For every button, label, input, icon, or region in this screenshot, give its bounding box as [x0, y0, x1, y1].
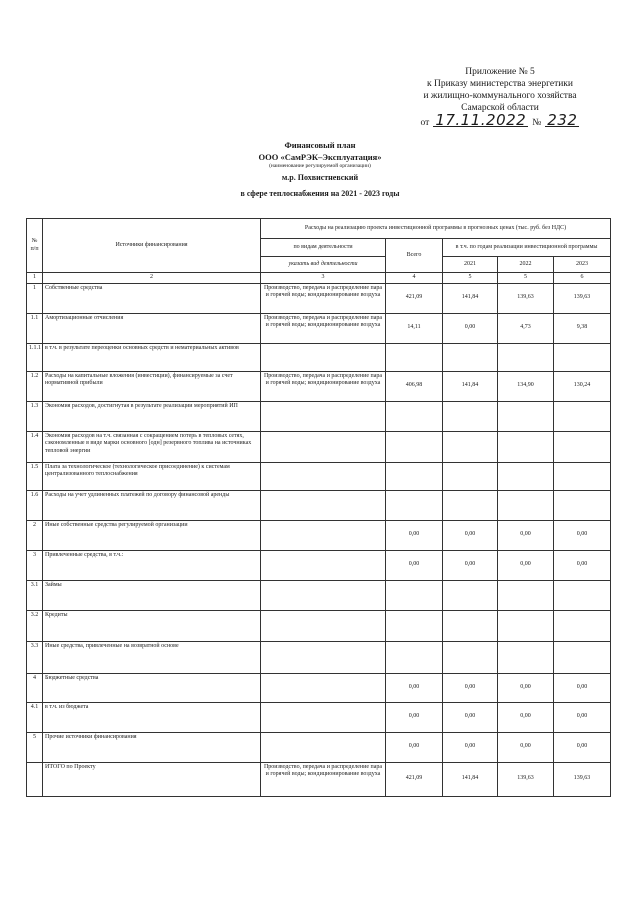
- row-year-2021: [443, 641, 498, 673]
- sphere-title: в сфере теплоснабжения на 2021 - 2023 годы: [240, 189, 400, 198]
- appendix-line: Самарской области: [461, 103, 539, 113]
- row-number: 3.2: [27, 610, 43, 641]
- row-number: 1.6: [27, 490, 43, 520]
- row-activity: [261, 490, 386, 520]
- row-year-2023: [554, 462, 611, 490]
- row-source: Привлеченные средства, в т.ч.:: [43, 550, 261, 580]
- row-total: [386, 343, 443, 371]
- row-number: 3.1: [27, 580, 43, 610]
- row-year-2021: [443, 401, 498, 431]
- row-source: Расходы на учет удлиненных платежей по договору финансовой аренды: [43, 490, 261, 520]
- row-year-2021: [443, 490, 498, 520]
- row-total: [386, 401, 443, 431]
- row-activity: [261, 550, 386, 580]
- row-activity: Производство, передача и распределение пара и горячей воды; кондиционирование воздуха: [261, 762, 386, 796]
- row-year-2023: [554, 343, 611, 371]
- row-year-2023: [554, 610, 611, 641]
- table-row: [27, 580, 611, 610]
- row-year-2023: 0,00: [554, 702, 611, 732]
- row-year-2021: 141,84: [443, 283, 498, 313]
- row-year-2023: [554, 580, 611, 610]
- table-row: [27, 702, 611, 732]
- column-header-by-activity: по видам деятельности: [261, 239, 386, 257]
- row-number: 3.3: [27, 641, 43, 673]
- appendix-line: и жилищно-коммунального хозяйства: [423, 91, 577, 101]
- table-row: [27, 431, 611, 462]
- row-year-2022: 0,00: [498, 702, 554, 732]
- row-total: 0,00: [386, 673, 443, 702]
- row-source: Прочие источники финансирования: [43, 732, 261, 762]
- row-source: Собственные средства: [43, 283, 261, 313]
- row-year-2022: [498, 401, 554, 431]
- handwritten-number: 232: [547, 111, 578, 129]
- row-total: 0,00: [386, 702, 443, 732]
- row-number: [27, 762, 43, 796]
- row-total: 0,00: [386, 520, 443, 550]
- column-header-number: № п/п: [27, 219, 43, 273]
- row-total: 421,09: [386, 283, 443, 313]
- row-year-2023: 139,63: [554, 762, 611, 796]
- row-year-2022: 0,00: [498, 550, 554, 580]
- from-label: от: [420, 118, 430, 128]
- table-row: [27, 673, 611, 702]
- row-number: 1.3: [27, 401, 43, 431]
- row-year-2022: 4,73: [498, 313, 554, 343]
- row-year-2023: 130,24: [554, 371, 611, 401]
- handwritten-date: 17.11.2022: [435, 111, 527, 129]
- column-header-expenses: Расходы на реализацию проекта инвестиционной программы в прогнозных ценах (тыс. руб. без НДС): [261, 219, 611, 239]
- row-activity: [261, 610, 386, 641]
- row-year-2021: [443, 580, 498, 610]
- row-total: [386, 580, 443, 610]
- row-activity: [261, 580, 386, 610]
- row-activity: [261, 462, 386, 490]
- row-activity: [261, 702, 386, 732]
- row-year-2023: 139,63: [554, 283, 611, 313]
- table-row: [27, 371, 611, 401]
- row-year-2022: 0,00: [498, 520, 554, 550]
- column-header-year: 2023: [554, 257, 611, 273]
- column-header-year: 2022: [498, 257, 554, 273]
- row-source: Экономия расходов, достигнутая в результате реализации мероприятий ИП: [43, 401, 261, 431]
- row-total: 421,09: [386, 762, 443, 796]
- appendix-line: Приложение № 5: [465, 67, 535, 77]
- row-number: 2: [27, 520, 43, 550]
- column-number-cell: 3: [261, 273, 386, 284]
- row-total: [386, 641, 443, 673]
- row-source: Амортизационные отчисления: [43, 313, 261, 343]
- row-number: 5: [27, 732, 43, 762]
- row-activity: [261, 641, 386, 673]
- table-row: [27, 313, 611, 343]
- row-number: 4.1: [27, 702, 43, 732]
- row-activity: Производство, передача и распределение пара и горячей воды; кондиционирование воздуха: [261, 283, 386, 313]
- number-label: №: [532, 118, 542, 128]
- row-year-2021: 141,84: [443, 371, 498, 401]
- row-year-2021: [443, 610, 498, 641]
- row-year-2021: 0,00: [443, 313, 498, 343]
- row-activity: [261, 732, 386, 762]
- row-total: [386, 610, 443, 641]
- table-row: [27, 401, 611, 431]
- row-activity: [261, 520, 386, 550]
- row-year-2023: [554, 641, 611, 673]
- row-total: 0,00: [386, 550, 443, 580]
- plan-title: Финансовый план: [284, 140, 356, 150]
- column-number-cell: 5: [443, 273, 498, 284]
- district-name: м.р. Похвистневский: [281, 173, 359, 182]
- column-number-cell: 4: [386, 273, 443, 284]
- table-row: [27, 732, 611, 762]
- row-source: Займы: [43, 580, 261, 610]
- row-year-2022: [498, 462, 554, 490]
- table-row: [27, 610, 611, 641]
- row-total: 0,00: [386, 732, 443, 762]
- row-year-2022: 134,90: [498, 371, 554, 401]
- row-year-2023: [554, 431, 611, 462]
- row-number: 1.2: [27, 371, 43, 401]
- row-total: 406,98: [386, 371, 443, 401]
- row-activity: [261, 343, 386, 371]
- table-row: [27, 520, 611, 550]
- organization-note: (наименование регулируемой организации): [269, 163, 371, 169]
- column-header-source: Источники финансирования: [43, 219, 261, 273]
- row-source: Кредиты: [43, 610, 261, 641]
- row-year-2022: 0,00: [498, 673, 554, 702]
- row-source: в т.ч. в результате переоценки основных средств и нематериальных активов: [43, 343, 261, 371]
- row-activity: Производство, передача и распределение пара и горячей воды; кондиционирование воздуха: [261, 371, 386, 401]
- row-source: ИТОГО по Проекту: [43, 762, 261, 796]
- row-number: 4: [27, 673, 43, 702]
- row-year-2021: 0,00: [443, 673, 498, 702]
- row-number: 1.1.1: [27, 343, 43, 371]
- row-year-2023: 9,38: [554, 313, 611, 343]
- row-activity: [261, 431, 386, 462]
- row-year-2023: [554, 401, 611, 431]
- row-number: 1.1: [27, 313, 43, 343]
- row-source: Расходы на капитальные вложения (инвестиции), финансируемые за счет нормативной прибыли: [43, 371, 261, 401]
- table-row: [27, 343, 611, 371]
- row-number: 1: [27, 283, 43, 313]
- row-year-2021: [443, 431, 498, 462]
- table-row-total: [27, 762, 611, 796]
- table-row: [27, 550, 611, 580]
- row-total: [386, 490, 443, 520]
- row-year-2021: 0,00: [443, 702, 498, 732]
- row-year-2022: [498, 431, 554, 462]
- row-source: Экономия расходов на т.ч. связанная с сокращением потерь в тепловых сетях, сэкономленные в виде марки основного [одн] резервного топлива на источниках тепловой энергии: [43, 431, 261, 462]
- row-year-2022: [498, 343, 554, 371]
- column-number-cell: 6: [554, 273, 611, 284]
- row-year-2022: [498, 610, 554, 641]
- column-header-total: Всего: [386, 239, 443, 273]
- row-year-2023: 0,00: [554, 520, 611, 550]
- row-year-2023: [554, 490, 611, 520]
- row-source: Иные средства, привлеченные на возвратной основе: [43, 641, 261, 673]
- column-header-by-years: в т.ч. по годам реализации инвестиционной программы: [443, 239, 611, 257]
- column-number-cell: 2: [43, 273, 261, 284]
- row-source: Иные собственные средства регулируемой организации: [43, 520, 261, 550]
- row-year-2023: 0,00: [554, 550, 611, 580]
- column-header-activity-hint: указать вид деятельности: [261, 257, 386, 273]
- column-number-cell: 5: [498, 273, 554, 284]
- row-total: [386, 431, 443, 462]
- row-number: 3: [27, 550, 43, 580]
- row-number: 1.4: [27, 431, 43, 462]
- row-year-2021: 141,84: [443, 762, 498, 796]
- table-row: [27, 490, 611, 520]
- row-year-2021: 0,00: [443, 550, 498, 580]
- row-year-2022: 0,00: [498, 732, 554, 762]
- row-source: Бюджетные средства: [43, 673, 261, 702]
- row-year-2021: [443, 462, 498, 490]
- row-year-2021: 0,00: [443, 732, 498, 762]
- row-year-2023: 0,00: [554, 732, 611, 762]
- row-year-2021: [443, 343, 498, 371]
- row-year-2022: 139,63: [498, 283, 554, 313]
- row-year-2021: 0,00: [443, 520, 498, 550]
- row-year-2023: 0,00: [554, 673, 611, 702]
- row-activity: Производство, передача и распределение пара и горячей воды; кондиционирование воздуха: [261, 313, 386, 343]
- row-total: [386, 462, 443, 490]
- row-year-2022: [498, 641, 554, 673]
- financial-plan-table: [26, 218, 611, 797]
- table-row: [27, 283, 611, 313]
- row-activity: [261, 673, 386, 702]
- row-activity: [261, 401, 386, 431]
- row-total: 14,11: [386, 313, 443, 343]
- row-year-2022: [498, 580, 554, 610]
- order-date-line: [400, 111, 600, 129]
- row-source: в т.ч. из бюджета: [43, 702, 261, 732]
- column-number-cell: 1: [27, 273, 43, 284]
- row-year-2022: 139,63: [498, 762, 554, 796]
- row-year-2022: [498, 490, 554, 520]
- table-row: [27, 462, 611, 490]
- column-header-year: 2021: [443, 257, 498, 273]
- appendix-block: [400, 66, 600, 129]
- organization-name: ООО «СамРЭК–Эксплуатация»: [258, 152, 382, 162]
- table-row: [27, 641, 611, 673]
- appendix-line: к Приказу министерства энергетики: [426, 79, 574, 89]
- row-number: 1.5: [27, 462, 43, 490]
- row-source: Плата за технологическое (технологическое присоединение) к системам централизованного теплоснабжения: [43, 462, 261, 490]
